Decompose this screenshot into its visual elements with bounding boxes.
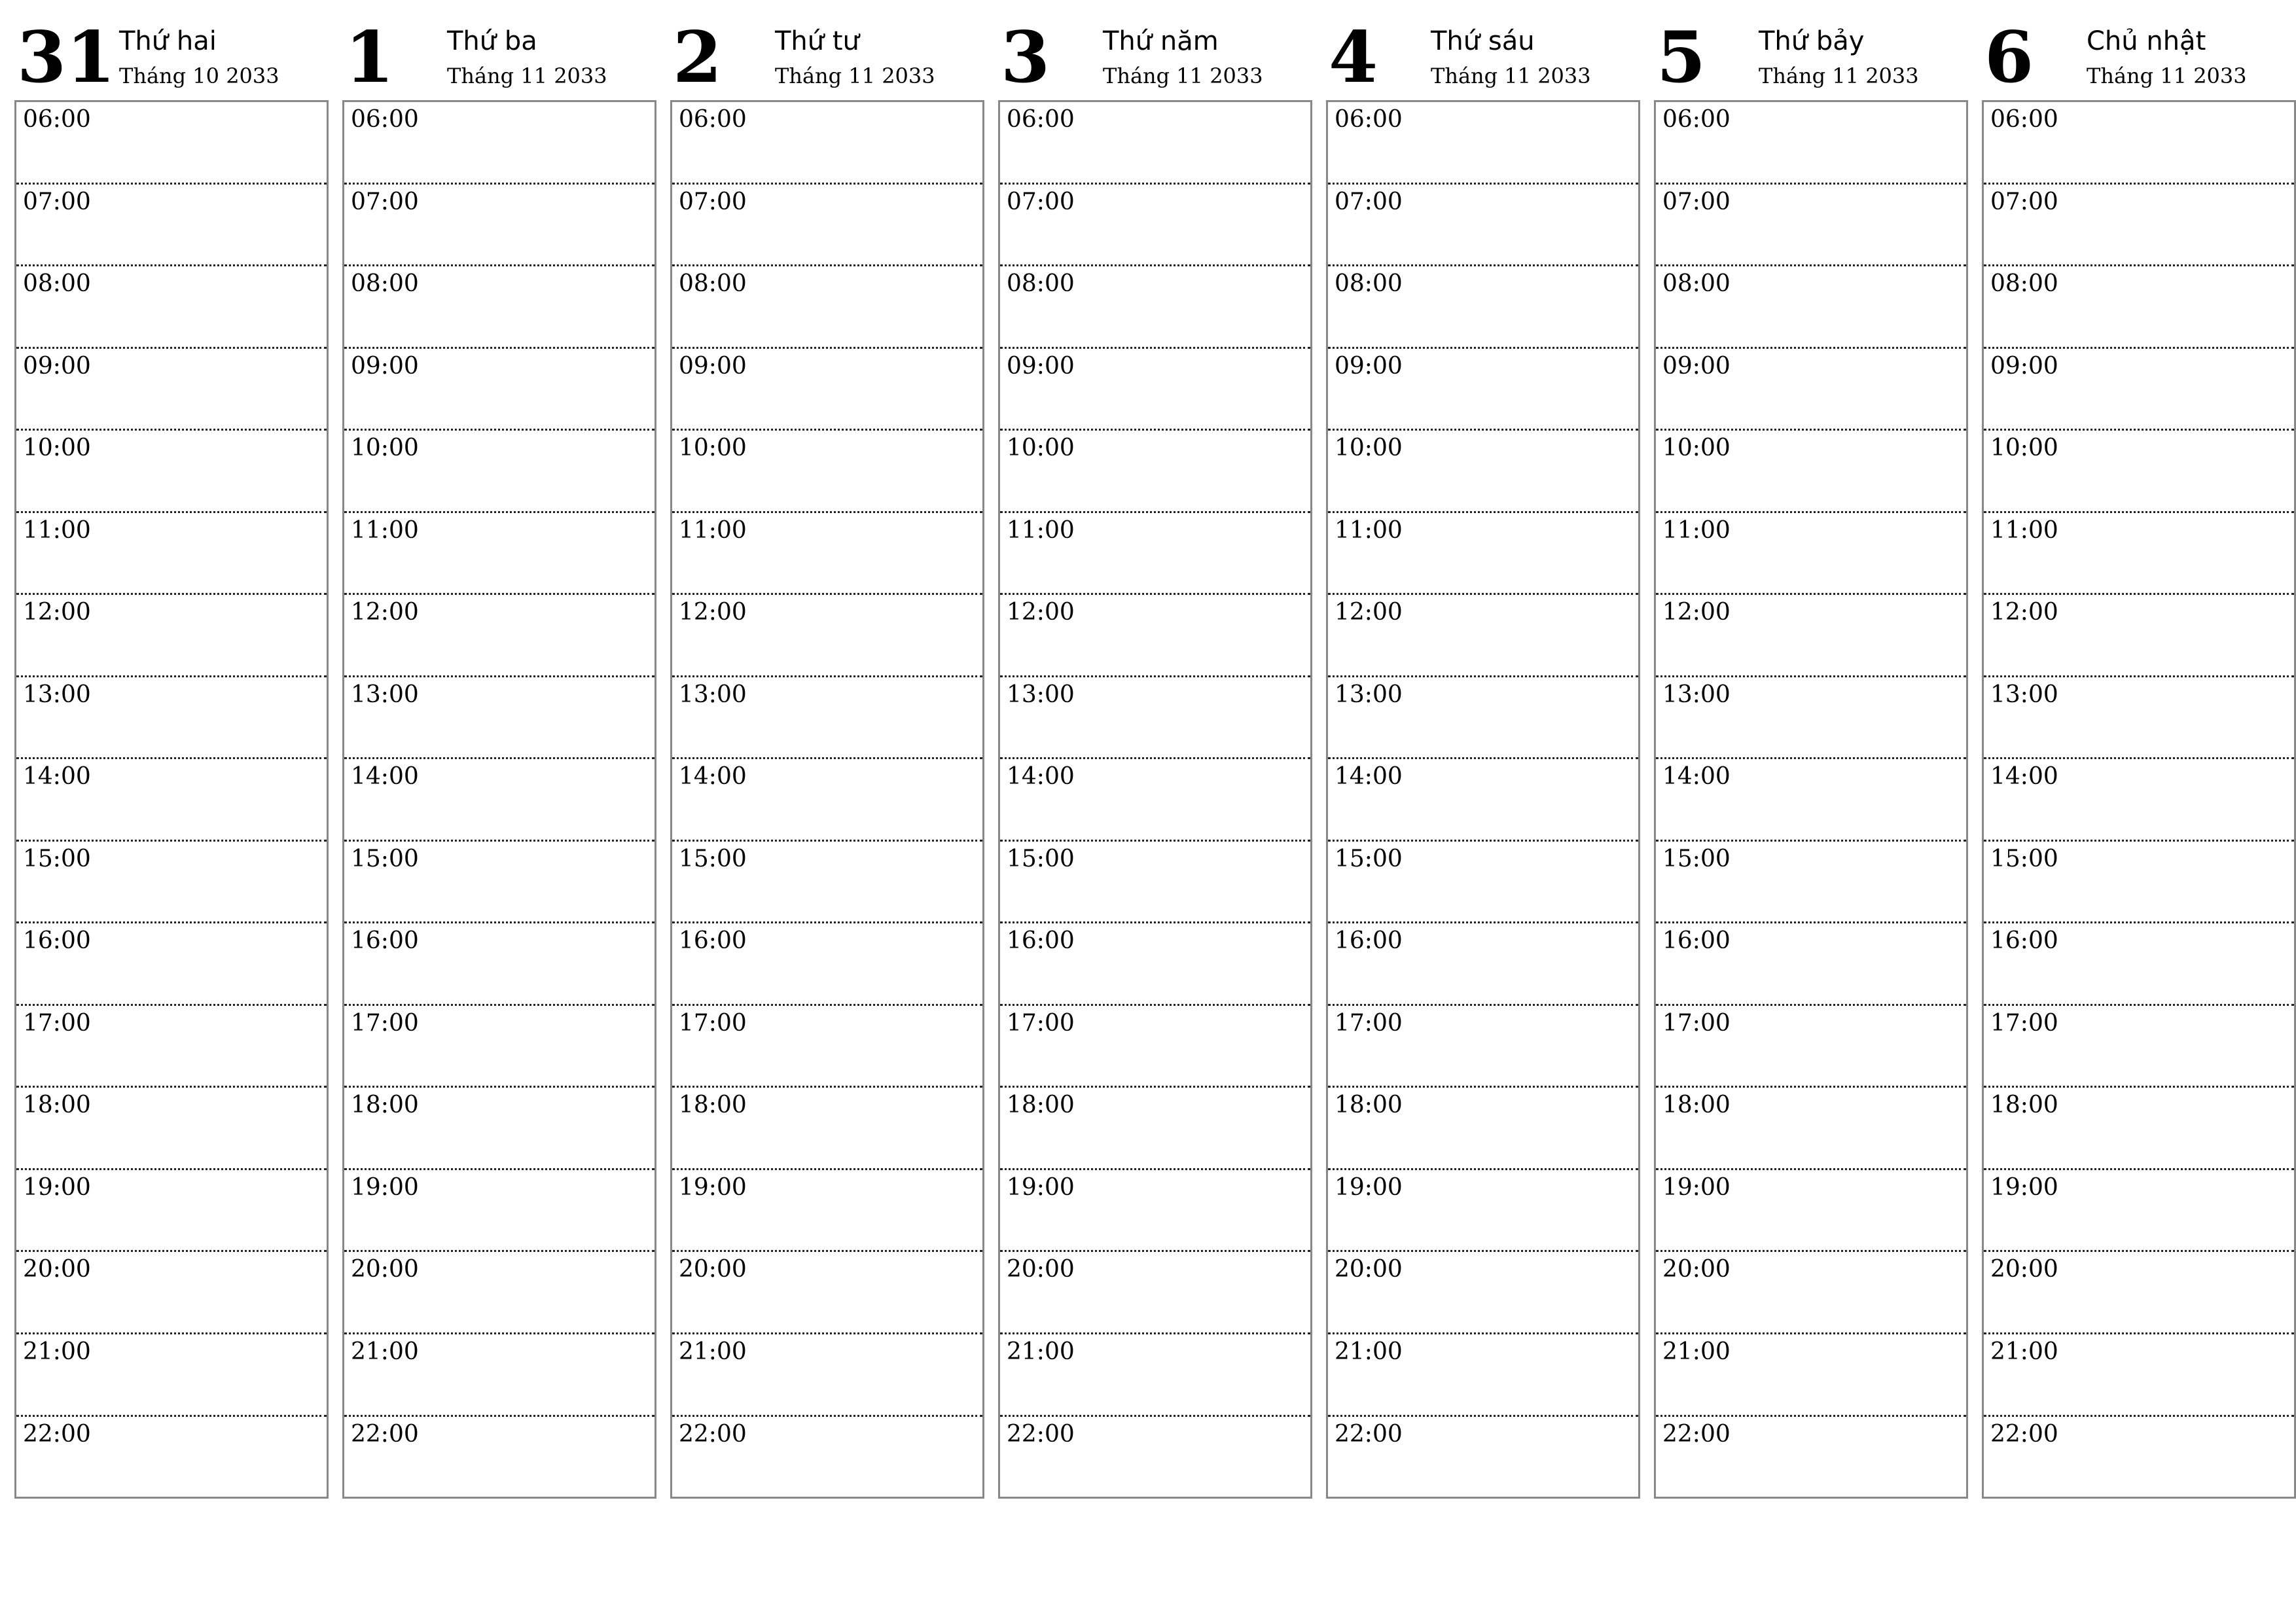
time-slot <box>1984 1334 2294 1417</box>
time-label: 11:00 <box>679 516 747 544</box>
time-slot <box>672 923 982 1006</box>
time-slot <box>16 923 327 1006</box>
time-slot <box>1984 842 2294 924</box>
time-slot <box>1656 431 1966 513</box>
time-label: 21:00 <box>1007 1338 1075 1365</box>
time-label: 18:00 <box>23 1092 91 1119</box>
time-label: 22:00 <box>1007 1420 1075 1448</box>
time-label: 20:00 <box>679 1256 747 1283</box>
time-slot <box>1328 266 1638 349</box>
schedule-box <box>1326 100 1640 1499</box>
time-label: 16:00 <box>1662 927 1731 955</box>
time-slot <box>672 1252 982 1334</box>
day-column <box>342 14 656 1500</box>
time-slot <box>344 1417 655 1497</box>
time-slot <box>16 595 327 677</box>
time-slot <box>1656 1006 1966 1088</box>
time-slot <box>16 513 327 596</box>
time-slot <box>344 842 655 924</box>
day-header <box>14 14 329 100</box>
time-slot <box>16 185 327 267</box>
time-label: 10:00 <box>351 435 419 462</box>
time-label: 21:00 <box>1335 1338 1403 1365</box>
time-slot <box>1656 759 1966 842</box>
time-slot <box>672 1006 982 1088</box>
time-label: 16:00 <box>679 927 747 955</box>
time-slot <box>16 1088 327 1170</box>
time-slot <box>344 431 655 513</box>
weekday-name: Thứ năm <box>1103 26 1219 56</box>
time-slot <box>344 102 655 185</box>
time-slot <box>1328 842 1638 924</box>
time-slot <box>1656 842 1966 924</box>
time-slot <box>344 677 655 760</box>
month-year: Tháng 10 2033 <box>119 63 279 88</box>
time-label: 12:00 <box>1007 599 1075 626</box>
time-slot <box>1000 842 1310 924</box>
schedule-box <box>14 100 329 1499</box>
time-label: 09:00 <box>1335 352 1403 380</box>
time-label: 09:00 <box>1007 352 1075 380</box>
time-label: 22:00 <box>1990 1420 2058 1448</box>
time-slot <box>1984 759 2294 842</box>
time-label: 20:00 <box>1662 1256 1731 1283</box>
month-year: Tháng 11 2033 <box>1431 63 1591 88</box>
month-year: Tháng 11 2033 <box>1103 63 1263 88</box>
time-slot <box>1000 1334 1310 1417</box>
weekday-name: Thứ sáu <box>1431 26 1535 56</box>
time-label: 16:00 <box>1335 927 1403 955</box>
day-number: 6 <box>1984 16 2034 99</box>
time-slot <box>1984 513 2294 596</box>
day-number: 2 <box>673 16 723 99</box>
time-label: 06:00 <box>23 106 91 133</box>
time-label: 21:00 <box>1990 1338 2058 1365</box>
time-label: 19:00 <box>351 1173 419 1201</box>
time-label: 18:00 <box>1335 1092 1403 1119</box>
time-slot <box>1000 759 1310 842</box>
day-header <box>670 14 984 100</box>
time-label: 07:00 <box>1335 188 1403 215</box>
time-label: 07:00 <box>1662 188 1731 215</box>
time-label: 14:00 <box>23 763 91 791</box>
time-label: 15:00 <box>351 845 419 872</box>
time-slot <box>672 349 982 431</box>
time-label: 11:00 <box>1007 516 1075 544</box>
time-label: 19:00 <box>23 1173 91 1201</box>
time-label: 20:00 <box>1990 1256 2058 1283</box>
time-slot <box>1656 1417 1966 1497</box>
day-header <box>1982 14 2296 100</box>
time-label: 13:00 <box>1007 681 1075 708</box>
time-slot <box>16 102 327 185</box>
time-slot <box>1656 513 1966 596</box>
time-label: 21:00 <box>23 1338 91 1365</box>
time-label: 19:00 <box>1662 1173 1731 1201</box>
weekday-name: Thứ ba <box>447 26 537 56</box>
day-header <box>342 14 656 100</box>
time-slot <box>672 595 982 677</box>
time-slot <box>16 677 327 760</box>
time-slot <box>1984 431 2294 513</box>
time-slot <box>16 1417 327 1497</box>
time-slot <box>1000 1088 1310 1170</box>
time-label: 20:00 <box>351 1256 419 1283</box>
time-slot <box>672 842 982 924</box>
time-label: 13:00 <box>351 681 419 708</box>
month-year: Tháng 11 2033 <box>775 63 935 88</box>
time-slot <box>1984 1417 2294 1497</box>
time-slot <box>1984 923 2294 1006</box>
time-label: 10:00 <box>1990 435 2058 462</box>
time-label: 08:00 <box>23 270 91 298</box>
time-label: 19:00 <box>1007 1173 1075 1201</box>
time-slot <box>344 1170 655 1253</box>
time-label: 13:00 <box>23 681 91 708</box>
day-number: 3 <box>1001 16 1050 99</box>
day-header <box>1654 14 1968 100</box>
day-number: 5 <box>1657 16 1706 99</box>
time-slot <box>1000 349 1310 431</box>
time-label: 07:00 <box>1990 188 2058 215</box>
time-label: 10:00 <box>679 435 747 462</box>
schedule-box <box>670 100 984 1499</box>
time-slot <box>1328 759 1638 842</box>
time-label: 11:00 <box>1662 516 1731 544</box>
time-label: 15:00 <box>1335 845 1403 872</box>
time-slot <box>672 266 982 349</box>
time-label: 15:00 <box>1007 845 1075 872</box>
day-number: 31 <box>17 16 116 99</box>
time-slot <box>344 266 655 349</box>
time-slot <box>1000 185 1310 267</box>
time-label: 11:00 <box>1990 516 2058 544</box>
time-label: 17:00 <box>351 1009 419 1037</box>
time-slot <box>672 1417 982 1497</box>
time-slot <box>344 513 655 596</box>
time-slot <box>1000 1006 1310 1088</box>
time-label: 11:00 <box>1335 516 1403 544</box>
time-label: 10:00 <box>1007 435 1075 462</box>
time-label: 10:00 <box>23 435 91 462</box>
time-slot <box>16 759 327 842</box>
weekday-name: Thứ bảy <box>1759 26 1865 56</box>
time-label: 21:00 <box>351 1338 419 1365</box>
time-slot <box>1656 1334 1966 1417</box>
time-slot <box>1000 1252 1310 1334</box>
time-label: 17:00 <box>1990 1009 2058 1037</box>
time-slot <box>1984 185 2294 267</box>
time-label: 18:00 <box>1007 1092 1075 1119</box>
time-slot <box>16 1252 327 1334</box>
time-label: 09:00 <box>1990 352 2058 380</box>
weekday-name: Thứ tư <box>775 26 859 56</box>
time-label: 06:00 <box>1990 106 2058 133</box>
day-column <box>14 14 329 1500</box>
time-slot <box>1328 1170 1638 1253</box>
time-slot <box>1328 595 1638 677</box>
day-column <box>1982 14 2296 1500</box>
time-label: 16:00 <box>23 927 91 955</box>
time-label: 07:00 <box>1007 188 1075 215</box>
time-label: 12:00 <box>679 599 747 626</box>
time-label: 16:00 <box>1007 927 1075 955</box>
time-slot <box>672 185 982 267</box>
time-slot <box>1656 923 1966 1006</box>
time-label: 08:00 <box>351 270 419 298</box>
time-slot <box>344 759 655 842</box>
time-label: 18:00 <box>679 1092 747 1119</box>
time-label: 12:00 <box>1662 599 1731 626</box>
time-label: 16:00 <box>1990 927 2058 955</box>
time-label: 22:00 <box>679 1420 747 1448</box>
time-label: 11:00 <box>23 516 91 544</box>
day-header <box>998 14 1312 100</box>
time-label: 13:00 <box>679 681 747 708</box>
time-slot <box>344 923 655 1006</box>
day-column <box>1654 14 1968 1500</box>
time-slot <box>1328 513 1638 596</box>
schedule-box <box>342 100 656 1499</box>
time-label: 11:00 <box>351 516 419 544</box>
time-slot <box>1328 1334 1638 1417</box>
time-slot <box>344 595 655 677</box>
time-label: 20:00 <box>23 1256 91 1283</box>
time-label: 20:00 <box>1335 1256 1403 1283</box>
time-slot <box>1984 349 2294 431</box>
time-slot <box>344 1006 655 1088</box>
time-label: 08:00 <box>679 270 747 298</box>
schedule-box <box>998 100 1312 1499</box>
time-label: 18:00 <box>1662 1092 1731 1119</box>
weekday-name: Thứ hai <box>119 26 217 56</box>
month-year: Tháng 11 2033 <box>2087 63 2247 88</box>
time-slot <box>1328 1006 1638 1088</box>
time-slot <box>1984 1088 2294 1170</box>
time-label: 08:00 <box>1007 270 1075 298</box>
schedule-box <box>1982 100 2296 1499</box>
time-label: 14:00 <box>351 763 419 791</box>
time-label: 13:00 <box>1335 681 1403 708</box>
time-slot <box>672 513 982 596</box>
time-slot <box>672 1088 982 1170</box>
time-slot <box>16 842 327 924</box>
time-slot <box>1656 1170 1966 1253</box>
time-slot <box>1656 266 1966 349</box>
time-slot <box>1984 266 2294 349</box>
time-slot <box>16 1334 327 1417</box>
time-label: 08:00 <box>1335 270 1403 298</box>
time-slot <box>1656 1088 1966 1170</box>
time-slot <box>344 1088 655 1170</box>
time-slot <box>1328 677 1638 760</box>
day-column <box>998 14 1312 1500</box>
time-label: 16:00 <box>351 927 419 955</box>
time-slot <box>1984 102 2294 185</box>
time-slot <box>1328 102 1638 185</box>
time-slot <box>1328 185 1638 267</box>
time-label: 10:00 <box>1662 435 1731 462</box>
time-slot <box>672 1334 982 1417</box>
time-label: 06:00 <box>679 106 747 133</box>
time-slot <box>1000 513 1310 596</box>
time-label: 07:00 <box>23 188 91 215</box>
time-label: 19:00 <box>679 1173 747 1201</box>
day-number: 1 <box>345 16 395 99</box>
time-slot <box>1984 1170 2294 1253</box>
time-slot <box>16 266 327 349</box>
time-label: 14:00 <box>1662 763 1731 791</box>
time-slot <box>16 431 327 513</box>
time-slot <box>1328 1088 1638 1170</box>
time-slot <box>1000 923 1310 1006</box>
time-slot <box>672 677 982 760</box>
schedule-box <box>1654 100 1968 1499</box>
time-label: 19:00 <box>1335 1173 1403 1201</box>
time-label: 21:00 <box>1662 1338 1731 1365</box>
time-slot <box>1000 431 1310 513</box>
time-label: 07:00 <box>679 188 747 215</box>
time-slot <box>1328 431 1638 513</box>
time-label: 21:00 <box>679 1338 747 1365</box>
time-label: 17:00 <box>679 1009 747 1037</box>
time-slot <box>16 349 327 431</box>
time-slot <box>344 185 655 267</box>
time-slot <box>672 1170 982 1253</box>
time-label: 06:00 <box>1007 106 1075 133</box>
time-slot <box>1984 677 2294 760</box>
time-label: 17:00 <box>1007 1009 1075 1037</box>
time-slot <box>1656 595 1966 677</box>
time-slot <box>1656 102 1966 185</box>
time-label: 08:00 <box>1990 270 2058 298</box>
time-slot <box>344 349 655 431</box>
time-label: 14:00 <box>679 763 747 791</box>
time-slot <box>672 431 982 513</box>
weekday-name: Chủ nhật <box>2087 26 2206 56</box>
time-label: 17:00 <box>1335 1009 1403 1037</box>
time-slot <box>1656 677 1966 760</box>
time-label: 09:00 <box>679 352 747 380</box>
time-slot <box>1000 266 1310 349</box>
time-label: 06:00 <box>1335 106 1403 133</box>
time-label: 22:00 <box>1335 1420 1403 1448</box>
time-label: 17:00 <box>1662 1009 1731 1037</box>
time-label: 14:00 <box>1007 763 1075 791</box>
time-label: 06:00 <box>351 106 419 133</box>
time-label: 12:00 <box>23 599 91 626</box>
time-label: 12:00 <box>1990 599 2058 626</box>
time-slot <box>1328 1417 1638 1497</box>
time-slot <box>1656 349 1966 431</box>
time-label: 14:00 <box>1990 763 2058 791</box>
day-header <box>1326 14 1640 100</box>
time-label: 18:00 <box>351 1092 419 1119</box>
time-label: 22:00 <box>23 1420 91 1448</box>
time-label: 15:00 <box>1990 845 2058 872</box>
time-slot <box>16 1006 327 1088</box>
time-slot <box>1984 1252 2294 1334</box>
time-slot <box>344 1252 655 1334</box>
time-slot <box>344 1334 655 1417</box>
weekly-planner <box>14 14 2286 1500</box>
time-slot <box>1984 595 2294 677</box>
time-slot <box>1656 185 1966 267</box>
time-slot <box>1000 102 1310 185</box>
time-slot <box>1328 349 1638 431</box>
time-label: 19:00 <box>1990 1173 2058 1201</box>
day-number: 4 <box>1329 16 1378 99</box>
time-slot <box>672 759 982 842</box>
time-label: 20:00 <box>1007 1256 1075 1283</box>
time-slot <box>16 1170 327 1253</box>
time-label: 14:00 <box>1335 763 1403 791</box>
time-label: 09:00 <box>1662 352 1731 380</box>
time-slot <box>1000 595 1310 677</box>
day-column <box>670 14 984 1500</box>
time-label: 08:00 <box>1662 270 1731 298</box>
time-slot <box>1328 923 1638 1006</box>
time-label: 17:00 <box>23 1009 91 1037</box>
time-label: 12:00 <box>351 599 419 626</box>
time-label: 07:00 <box>351 188 419 215</box>
time-label: 15:00 <box>1662 845 1731 872</box>
time-label: 06:00 <box>1662 106 1731 133</box>
time-label: 15:00 <box>23 845 91 872</box>
time-slot <box>1000 1170 1310 1253</box>
time-slot <box>1984 1006 2294 1088</box>
day-column <box>1326 14 1640 1500</box>
time-slot <box>1656 1252 1966 1334</box>
time-label: 09:00 <box>23 352 91 380</box>
time-label: 12:00 <box>1335 599 1403 626</box>
month-year: Tháng 11 2033 <box>447 63 607 88</box>
time-label: 09:00 <box>351 352 419 380</box>
time-label: 22:00 <box>351 1420 419 1448</box>
time-label: 18:00 <box>1990 1092 2058 1119</box>
time-label: 15:00 <box>679 845 747 872</box>
time-label: 10:00 <box>1335 435 1403 462</box>
month-year: Tháng 11 2033 <box>1759 63 1919 88</box>
time-slot <box>672 102 982 185</box>
time-label: 13:00 <box>1662 681 1731 708</box>
time-slot <box>1328 1252 1638 1334</box>
time-slot <box>1000 1417 1310 1497</box>
time-label: 22:00 <box>1662 1420 1731 1448</box>
time-label: 13:00 <box>1990 681 2058 708</box>
time-slot <box>1000 677 1310 760</box>
